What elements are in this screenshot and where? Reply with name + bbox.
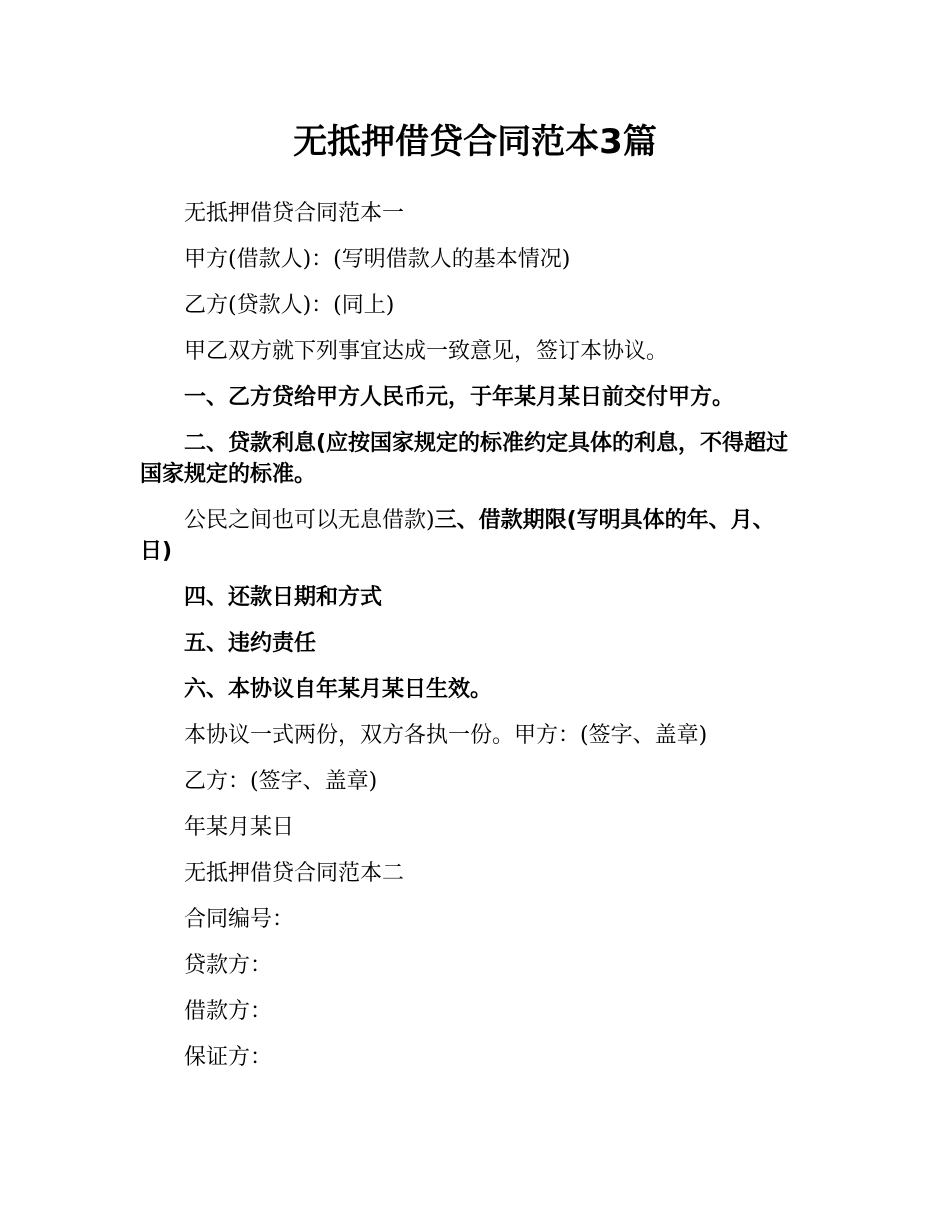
paragraph-date: 年某月某日 xyxy=(184,815,295,840)
paragraph-sample-one-heading: 无抵押借贷合同范本一 xyxy=(184,201,405,226)
clause-5-liability: 五、违约责任 xyxy=(184,631,317,656)
field-guarantor: 保证方： xyxy=(184,1045,273,1070)
document-body xyxy=(140,198,800,1088)
paragraph-party-b: 乙方(贷款人)：(同上) xyxy=(184,293,395,318)
clause-3-regular-text: 公民之间也可以无息借款) xyxy=(184,508,435,533)
page-title: 无抵押借贷合同范本3篇 xyxy=(293,122,657,162)
clause-3-loan-term xyxy=(140,505,800,567)
field-contract-number: 合同编号： xyxy=(184,907,295,932)
field-lender: 贷款方： xyxy=(184,953,273,978)
field-borrower: 借款方： xyxy=(184,999,273,1024)
paragraph-copies-signature-a: 本协议一式两份，双方各执一份。甲方：(签字、盖章) xyxy=(184,723,708,748)
clause-1-loan-amount: 一、乙方贷给甲方人民币元，于年某月某日前交付甲方。 xyxy=(184,385,735,410)
clause-6-effective-date: 六、本协议自年某月某日生效。 xyxy=(184,677,493,702)
paragraph-party-a: 甲方(借款人)：(写明借款人的基本情况) xyxy=(184,247,571,272)
paragraph-agreement-intro: 甲乙双方就下列事宜达成一致意见，签订本协议。 xyxy=(184,339,669,364)
paragraph-sample-two-heading: 无抵押借贷合同范本二 xyxy=(184,861,405,886)
paragraph-signature-b: 乙方：(签字、盖章) xyxy=(184,769,378,794)
clause-4-repayment: 四、还款日期和方式 xyxy=(184,585,383,610)
clause-3-bold-text: 三、借款期限(写明具体的年、月、日) xyxy=(140,508,775,564)
clause-2-interest: 二、贷款利息(应按国家规定的标准约定具体的利息，不得超过国家规定的标准。 xyxy=(140,431,789,487)
